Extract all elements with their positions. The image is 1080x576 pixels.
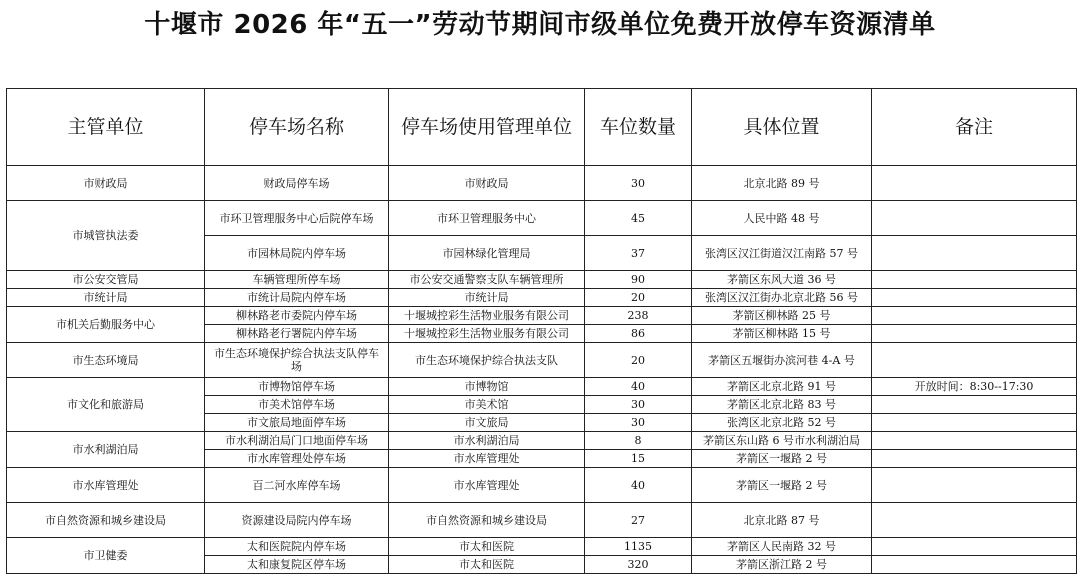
spaces-cell: 15: [585, 450, 692, 468]
spaces-cell: 90: [585, 271, 692, 289]
column-header-dept: 主管单位: [7, 89, 205, 166]
manager-cell: 市统计局: [389, 289, 585, 307]
dept-cell: 市水库管理处: [7, 468, 205, 503]
note-cell: [872, 236, 1077, 271]
table-body: [7, 166, 1077, 574]
parking-name-cell: 市统计局院内停车场: [205, 289, 389, 307]
parking-name-cell: 市美术馆停车场: [205, 396, 389, 414]
table-row: [7, 201, 1077, 236]
spaces-cell: 30: [585, 414, 692, 432]
location-cell: 茅箭区一堰路 2 号: [692, 468, 872, 503]
location-cell: 茅箭区东风大道 36 号: [692, 271, 872, 289]
note-cell: [872, 556, 1077, 574]
note-cell: [872, 201, 1077, 236]
note-cell: [872, 468, 1077, 503]
table-row: [7, 289, 1077, 307]
table-row: [7, 468, 1077, 503]
table-row: [7, 271, 1077, 289]
dept-cell: 市卫健委: [7, 538, 205, 574]
spaces-cell: 30: [585, 396, 692, 414]
spaces-cell: 238: [585, 307, 692, 325]
parking-name-cell: 百二河水库停车场: [205, 468, 389, 503]
spaces-cell: 20: [585, 289, 692, 307]
location-cell: 茅箭区柳林路 15 号: [692, 325, 872, 343]
table-row: [7, 343, 1077, 378]
manager-cell: 市园林绿化管理局: [389, 236, 585, 271]
dept-cell: 市生态环境局: [7, 343, 205, 378]
spaces-cell: 45: [585, 201, 692, 236]
table-row: [7, 166, 1077, 201]
manager-cell: 市水库管理处: [389, 468, 585, 503]
location-cell: 茅箭区人民南路 32 号: [692, 538, 872, 556]
dept-cell: 市自然资源和城乡建设局: [7, 503, 205, 538]
location-cell: 茅箭区北京北路 91 号: [692, 378, 872, 396]
parking-name-cell: 车辆管理所停车场: [205, 271, 389, 289]
parking-name-cell: 市生态环境保护综合执法支队停车场: [205, 343, 389, 378]
parking-name-cell: 市水库管理处停车场: [205, 450, 389, 468]
manager-cell: 市博物馆: [389, 378, 585, 396]
dept-cell: 市城管执法委: [7, 201, 205, 271]
location-cell: 张湾区汉江街道汉江南路 57 号: [692, 236, 872, 271]
parking-name-cell: 太和医院院内停车场: [205, 538, 389, 556]
note-cell: [872, 343, 1077, 378]
table-row: [7, 503, 1077, 538]
parking-name-cell: 市文旅局地面停车场: [205, 414, 389, 432]
location-cell: 茅箭区北京北路 83 号: [692, 396, 872, 414]
manager-cell: 十堰城控彩生活物业服务有限公司: [389, 325, 585, 343]
parking-name-cell: 市水利湖泊局门口地面停车场: [205, 432, 389, 450]
manager-cell: 市水库管理处: [389, 450, 585, 468]
dept-cell: 市统计局: [7, 289, 205, 307]
spaces-cell: 1135: [585, 538, 692, 556]
note-cell: [872, 414, 1077, 432]
parking-name-cell: 柳林路老行署院内停车场: [205, 325, 389, 343]
manager-cell: 十堰城控彩生活物业服务有限公司: [389, 307, 585, 325]
note-cell: [872, 289, 1077, 307]
table-row: [7, 307, 1077, 325]
spaces-cell: 40: [585, 468, 692, 503]
column-header-manager: 停车场使用管理单位: [389, 89, 585, 166]
location-cell: 北京北路 89 号: [692, 166, 872, 201]
note-cell: 开放时间：8:30--17:30: [872, 378, 1077, 396]
dept-cell: 市机关后勤服务中心: [7, 307, 205, 343]
spaces-cell: 40: [585, 378, 692, 396]
note-cell: [872, 450, 1077, 468]
manager-cell: 市太和医院: [389, 538, 585, 556]
parking-table: [6, 88, 1077, 574]
dept-cell: 市公安交管局: [7, 271, 205, 289]
note-cell: [872, 271, 1077, 289]
location-cell: 茅箭区一堰路 2 号: [692, 450, 872, 468]
note-cell: [872, 307, 1077, 325]
manager-cell: 市水利湖泊局: [389, 432, 585, 450]
parking-name-cell: 太和康复院区停车场: [205, 556, 389, 574]
dept-cell: 市水利湖泊局: [7, 432, 205, 468]
spaces-cell: 86: [585, 325, 692, 343]
spaces-cell: 30: [585, 166, 692, 201]
manager-cell: 市自然资源和城乡建设局: [389, 503, 585, 538]
header-row: [7, 89, 1077, 166]
location-cell: 北京北路 87 号: [692, 503, 872, 538]
manager-cell: 市生态环境保护综合执法支队: [389, 343, 585, 378]
note-cell: [872, 396, 1077, 414]
manager-cell: 市文旅局: [389, 414, 585, 432]
note-cell: [872, 432, 1077, 450]
column-header-spaces: 车位数量: [585, 89, 692, 166]
parking-name-cell: 资源建设局院内停车场: [205, 503, 389, 538]
dept-cell: 市财政局: [7, 166, 205, 201]
location-cell: 茅箭区柳林路 25 号: [692, 307, 872, 325]
table-row: [7, 378, 1077, 396]
column-header-name: 停车场名称: [205, 89, 389, 166]
note-cell: [872, 503, 1077, 538]
spaces-cell: 37: [585, 236, 692, 271]
location-cell: 张湾区北京北路 52 号: [692, 414, 872, 432]
manager-cell: 市公安交通警察支队车辆管理所: [389, 271, 585, 289]
location-cell: 茅箭区浙江路 2 号: [692, 556, 872, 574]
dept-cell: 市文化和旅游局: [7, 378, 205, 432]
spaces-cell: 320: [585, 556, 692, 574]
parking-name-cell: 市园林局院内停车场: [205, 236, 389, 271]
column-header-note: 备注: [872, 89, 1077, 166]
manager-cell: 市美术馆: [389, 396, 585, 414]
parking-name-cell: 柳林路老市委院内停车场: [205, 307, 389, 325]
table-row: [7, 432, 1077, 450]
spaces-cell: 8: [585, 432, 692, 450]
spaces-cell: 20: [585, 343, 692, 378]
parking-name-cell: 市环卫管理服务中心后院停车场: [205, 201, 389, 236]
manager-cell: 市太和医院: [389, 556, 585, 574]
manager-cell: 市财政局: [389, 166, 585, 201]
manager-cell: 市环卫管理服务中心: [389, 201, 585, 236]
note-cell: [872, 325, 1077, 343]
location-cell: 人民中路 48 号: [692, 201, 872, 236]
note-cell: [872, 166, 1077, 201]
location-cell: 茅箭区五堰街办滨河巷 4-A 号: [692, 343, 872, 378]
parking-name-cell: 财政局停车场: [205, 166, 389, 201]
page-title: 十堰市 2026 年“五一”劳动节期间市级单位免费开放停车资源清单: [144, 10, 936, 40]
spaces-cell: 27: [585, 503, 692, 538]
table-row: [7, 538, 1077, 556]
location-cell: 张湾区汉江街办北京北路 56 号: [692, 289, 872, 307]
parking-name-cell: 市博物馆停车场: [205, 378, 389, 396]
note-cell: [872, 538, 1077, 556]
location-cell: 茅箭区东山路 6 号市水利湖泊局: [692, 432, 872, 450]
column-header-location: 具体位置: [692, 89, 872, 166]
